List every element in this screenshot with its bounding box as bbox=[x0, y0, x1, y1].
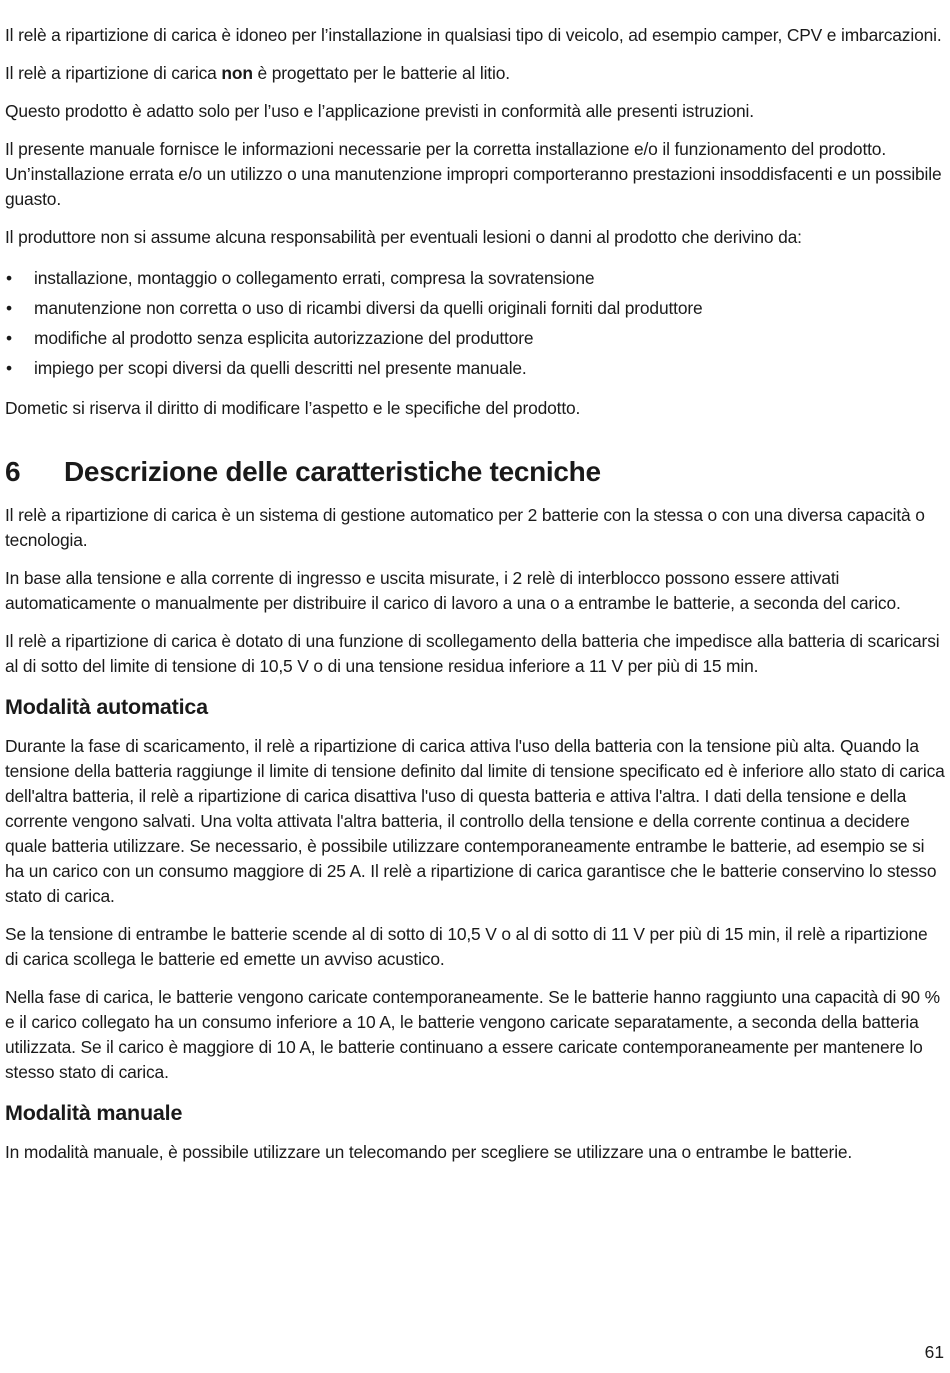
automatic-paragraph-discharge: Durante la fase di scaricamento, il relè a ripartizione di carica attiva l'uso della batteria con la tensione più alta. Quando la tensione della batteria raggiunge il limite di tensione definito dal limite di tensione specificato ed è inferiore allo stato di carica dell'altra batteria, il relè a ripartizione di carica disattiva l'uso di questa batteria e attiva l'altra. I dati della tensione e della corrente vengono salvati. Una volta attivata l'altra batteria, il controllo della tensione e della corrente continua a decidere quale batteria utilizzare. Se necessario, è possibile utilizzare contemporaneamente entrambe le batterie, ad esempio se si ha un carico con un consumo maggiore di 25 A. Il relè a ripartizione di carica garantisce che le batterie conservino lo stesso stato di carica. bbox=[5, 736, 945, 906]
bullet-icon: • bbox=[6, 268, 12, 288]
lithium-warning-suffix: è progettato per le batterie al litio. bbox=[252, 63, 510, 83]
automatic-paragraph-charge: Nella fase di carica, le batterie vengono caricate contemporaneamente. Se le batterie hanno raggiunto una capacità di 90 % e il carico collegato ha un consumo inferiore a 10 A, le batterie vengono caricate separatamente, a seconda della batteria utilizzata. Se il carico è maggiore di 10 A, le batterie continuano a essere caricate contemporaneamente per mantenere lo stesso stato di carica. bbox=[5, 987, 940, 1082]
list-item bbox=[5, 263, 945, 293]
list-item bbox=[5, 293, 945, 323]
intro-paragraph-vehicle-suitability: Il relè a ripartizione di carica è idoneo per l’installazione in qualsiasi tipo di veicolo, ad esempio camper, CPV e imbarcazioni. bbox=[5, 25, 942, 45]
list-item-text: modifiche al prodotto senza esplicita autorizzazione del produttore bbox=[34, 328, 534, 348]
list-item-text: manutenzione non corretta o uso di ricambi diversi da quelli originali forniti dal produttore bbox=[34, 298, 703, 318]
list-item-text: installazione, montaggio o collegamento errati, compresa la sovratensione bbox=[34, 268, 595, 288]
intro-paragraph-lithium-warning bbox=[5, 61, 945, 86]
section-heading bbox=[5, 455, 945, 489]
bullet-icon: • bbox=[6, 298, 12, 318]
list-item bbox=[5, 353, 945, 383]
subsection-heading-manual: Modalità manuale bbox=[5, 1101, 183, 1125]
automatic-paragraph-low-voltage: Se la tensione di entrambe le batterie scende al di sotto di 10,5 V o al di sotto di 11 V per più di 15 min, il relè a ripartizione di carica scollega le batterie ed emette un avviso acustico. bbox=[5, 924, 928, 969]
section-number: 6 bbox=[5, 456, 21, 487]
bullet-icon: • bbox=[6, 328, 12, 348]
section-paragraph-disconnect: Il relè a ripartizione di carica è dotato di una funzione di scollegamento della batteria che impedisce alla batteria di scaricarsi al di sotto del limite di tensione di 10,5 V o di una tensione residua inferiore a 11 V per più di 15 min. bbox=[5, 631, 940, 676]
intro-paragraph-manual-purpose: Il presente manuale fornisce le informazioni necessarie per la corretta installazione e/o il funzionamento del prodotto. Un’installazione errata e/o un utilizzo o una manutenzione impropri comporteranno prestazioni insoddisfacenti e un possibile guasto. bbox=[5, 139, 942, 209]
intro-paragraph-liability: Il produttore non si assume alcuna responsabilità per eventuali lesioni o danni al prodotto che derivino da: bbox=[5, 227, 802, 247]
list-item-text: impiego per scopi diversi da quelli descritti nel presente manuale. bbox=[34, 358, 527, 378]
lithium-warning-prefix: Il relè a ripartizione di carica bbox=[5, 63, 222, 83]
page-number: 61 bbox=[924, 1342, 944, 1362]
lithium-warning-emphasis: non bbox=[221, 63, 253, 83]
document-page bbox=[5, 23, 945, 1178]
list-item bbox=[5, 323, 945, 353]
subsection-heading-automatic: Modalità automatica bbox=[5, 695, 208, 719]
section-paragraph-system: Il relè a ripartizione di carica è un sistema di gestione automatico per 2 batterie con la stessa o con una diversa capacità o tecnologia. bbox=[5, 505, 925, 550]
intro-paragraph-dometic-rights: Dometic si riserva il diritto di modificare l’aspetto e le specifiche del prodotto. bbox=[5, 398, 581, 418]
liability-list bbox=[5, 263, 945, 383]
manual-paragraph: In modalità manuale, è possibile utilizzare un telecomando per scegliere se utilizzare una o entrambe le batterie. bbox=[5, 1142, 853, 1162]
section-paragraph-relays: In base alla tensione e alla corrente di ingresso e uscita misurate, i 2 relè di interblocco possono essere attivati automaticamente o manualmente per distribuire il carico di lavoro a una o a entrambe le batterie, a seconda del carico. bbox=[5, 568, 901, 613]
bullet-icon: • bbox=[6, 358, 12, 378]
section-title: Descrizione delle caratteristiche tecniche bbox=[64, 456, 601, 487]
intro-paragraph-intended-use: Questo prodotto è adatto solo per l’uso e l’applicazione previsti in conformità alle presenti istruzioni. bbox=[5, 101, 754, 121]
